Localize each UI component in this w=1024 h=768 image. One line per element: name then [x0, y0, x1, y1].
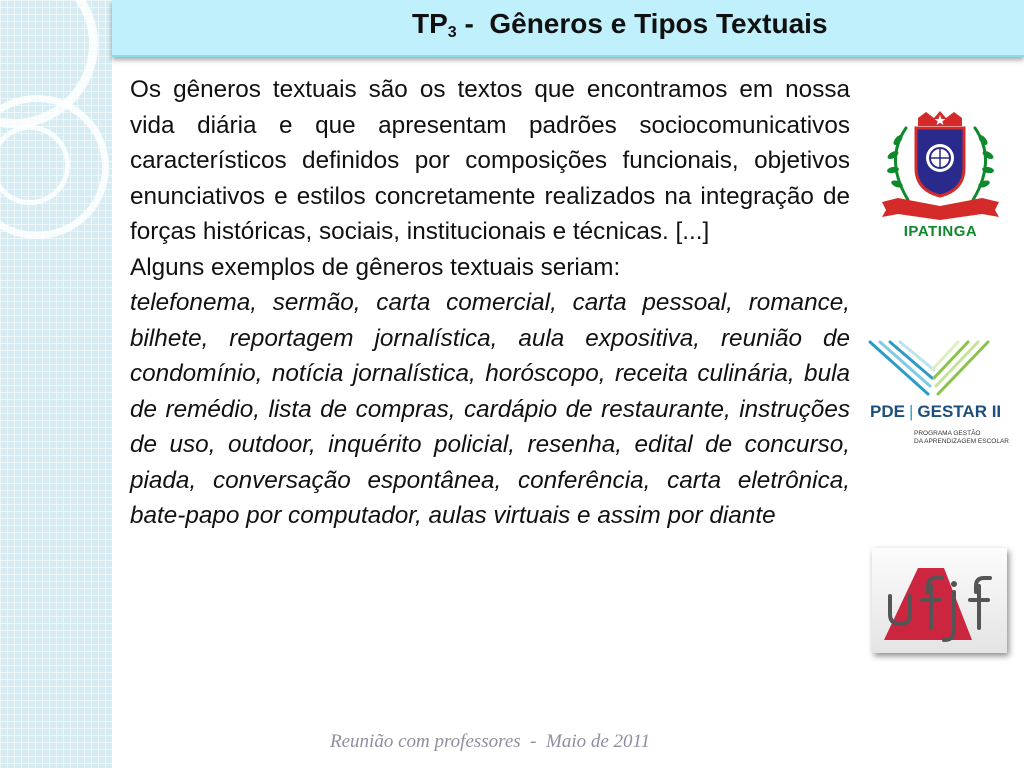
examples-list: telefonema, sermão, carta comercial, carta pessoal, romance, bilhete, reportagem jornalística, aula expositiva, reunião de condomínio, notícia jornalística, horóscopo, receita culinária, bula de remédio, lista de compras, cardápio de restaurante, instruções de uso, outdoor, inquérito policial, resenha, edital de concurso, piada, conversação espontânea, conferência, carta eletrônica, bate-papo por computador, aulas virtuais e assim por diante — [130, 289, 850, 529]
open-book-lines-icon — [866, 338, 1016, 400]
pde-separator: | — [908, 402, 914, 421]
examples-intro: Alguns exemplos de gêneros textuais seriam: — [130, 253, 621, 281]
decorative-side-strip — [0, 0, 112, 768]
slide-body — [130, 72, 850, 534]
gestar-label: GESTAR II — [917, 402, 1002, 421]
pde-title — [870, 402, 1001, 422]
ipatinga-coat-of-arms-icon — [878, 110, 1003, 222]
slide-footer: Reunião com professores - Maio de 2011 — [330, 731, 651, 752]
ufjf-university-icon — [872, 548, 1007, 653]
ipatinga-name: IPATINGA — [903, 223, 978, 240]
title-main: TP — [412, 8, 448, 39]
pde-subtitle-line: DA APRENDIZAGEM ESCOLAR — [914, 438, 1009, 445]
pde-subtitle — [914, 430, 1009, 446]
definition-paragraph: Os gêneros textuais são os textos que encontramos em nossa vida diária e que apresentam padrões sociocomunicativos característicos definidos por composições funcionais, objetivos enunciativos e estilos concretamente realizados na integração de forças históricas, sociais, institucionais e técnicas. [...] — [130, 76, 850, 245]
ipatinga-logo — [878, 110, 1003, 245]
slide-title — [412, 8, 828, 42]
pde-gestar-logo — [866, 338, 1016, 458]
title-bar — [112, 0, 1024, 57]
title-subscript: 3 — [447, 24, 457, 41]
pde-label: PDE — [870, 402, 905, 421]
title-rest: - Gêneros e Tipos Textuais — [456, 8, 828, 39]
pde-subtitle-line: PROGRAMA GESTÃO — [914, 430, 981, 437]
ufjf-logo — [872, 548, 1007, 653]
